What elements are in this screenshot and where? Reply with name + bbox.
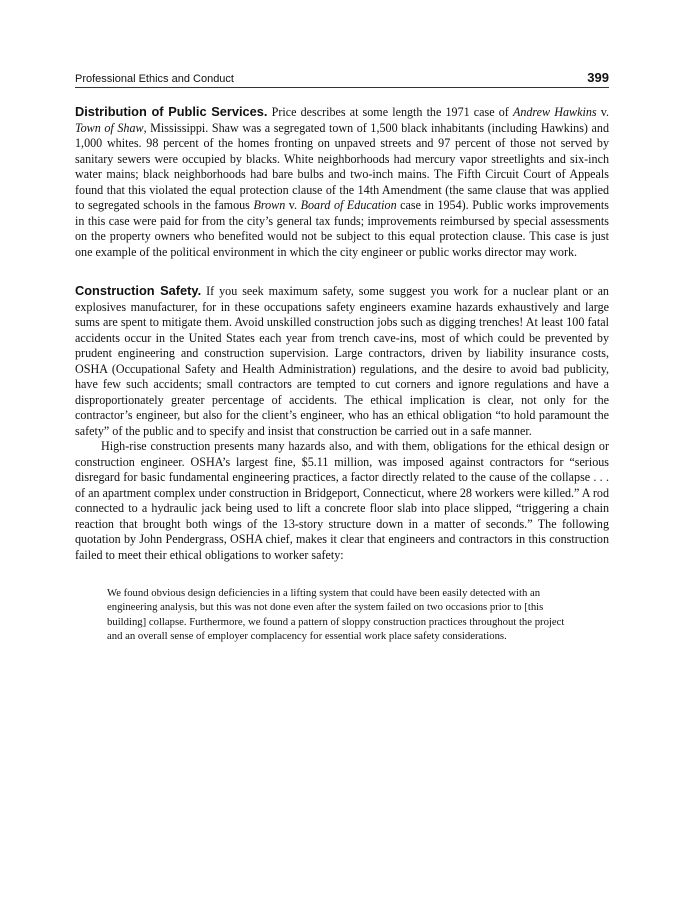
case-name-italic: Andrew Hawkins: [512, 105, 597, 119]
text-run: case in 1954). Public works improvements in this case were paid for from the city’s general tax funds; improvements reimbursed by special assessments on the property owners who benefited would not be subject to this equal protection clause. This case is just one example of the political environment in which the city engineer or public works director may work.: [75, 198, 609, 259]
section-heading-public-services: Distribution of Public Services.: [75, 104, 268, 119]
text-run: If you seek maximum safety, some suggest you work for a nuclear plant or an explosives manufacturer, for in these occupations safety engineers examine hazards exhaustively and large sums are spent to mitigate them. Avoid unskilled construction jobs such as digging trenches! At least 100 fatal accidents occur in the United States each year from trench cave-ins, most of which could be prevented by prudent engineering and construction supervision. Large contractors, driven by liability insurance costs, OSHA (Occupational Safety and Health Administration) regulations, and the desire to avoid bad publicity, have few such accidents; small contractors are tempted to cut corners and ignore regulations and have a disproportionately greater percentage of accidents. The ethical implication is clear, not only for the contractor’s engineer, but also for the client’s engineer, who has an ethical obligation “to hold paramount the safety” of the public and to specify and insist that construction be carried out in a safe manner.: [75, 284, 609, 438]
text-run: v.: [596, 105, 609, 119]
page-number: 399: [587, 70, 609, 85]
case-name-italic: Board of Education: [300, 198, 397, 212]
text-run: Price describes at some length the 1971 case of: [267, 105, 513, 119]
paragraph-construction-safety: [75, 283, 609, 439]
book-page: [75, 70, 609, 643]
paragraph-high-rise: High-rise construction presents many hazards also, and with them, obligations for the ethical design or construction engineer. OSHA’s largest fine, $5.11 million, was imposed against contractors for “serious disregard for basic fundamental engineering practices, a factor directly related to the cause of the collapse . . . of an apartment complex under construction in Bridgeport, Connecticut, where 28 workers were killed.” A rod connected to a hydraulic jack being used to lift a concrete floor slab into place slipped, “triggering a chain reaction that brought both wings of the 13-story structure down in a matter of seconds.” The following quotation by John Pendergrass, OSHA chief, makes it clear that engineers and contractors in this construction failed to meet their ethical obligations to worker safety:: [75, 439, 609, 562]
case-name-italic: Brown: [253, 198, 286, 212]
running-head-title: Professional Ethics and Conduct: [75, 73, 234, 85]
text-run: v.: [285, 198, 301, 212]
running-head: [75, 70, 609, 88]
block-quotation: We found obvious design deficiencies in a lifting system that could have been easily detected with an engineering analysis, but this was not done even after the system failed on two occasions prior to [this building] collapse. Furthermore, we found a pattern of sloppy construction practices throughout the project and an overall sense of employer complacency for essential work place safety considerations.: [107, 587, 565, 642]
section-heading-construction-safety: Construction Safety.: [75, 283, 202, 298]
case-name-italic: Town of Shaw: [75, 120, 144, 135]
paragraph-public-services: [75, 104, 609, 260]
text-run: , Mississippi. Shaw was a segregated town of 1,500 black inhabitants (including Hawkins) and 1,000 whites. 98 percent of the homes fronting on unpaved streets and 97 percent of those not served by sanitary sewers were occupied by blacks. White neighborhoods had mercury vapor streetlights and six-inch water mains; black neighborhoods had bare bulbs and two-inch mains. The Fifth Circuit Court of Appeals found that this violated the equal protection clause of the 14th Amendment (the same clause that was applied to segregated schools in the famous: [75, 120, 609, 212]
